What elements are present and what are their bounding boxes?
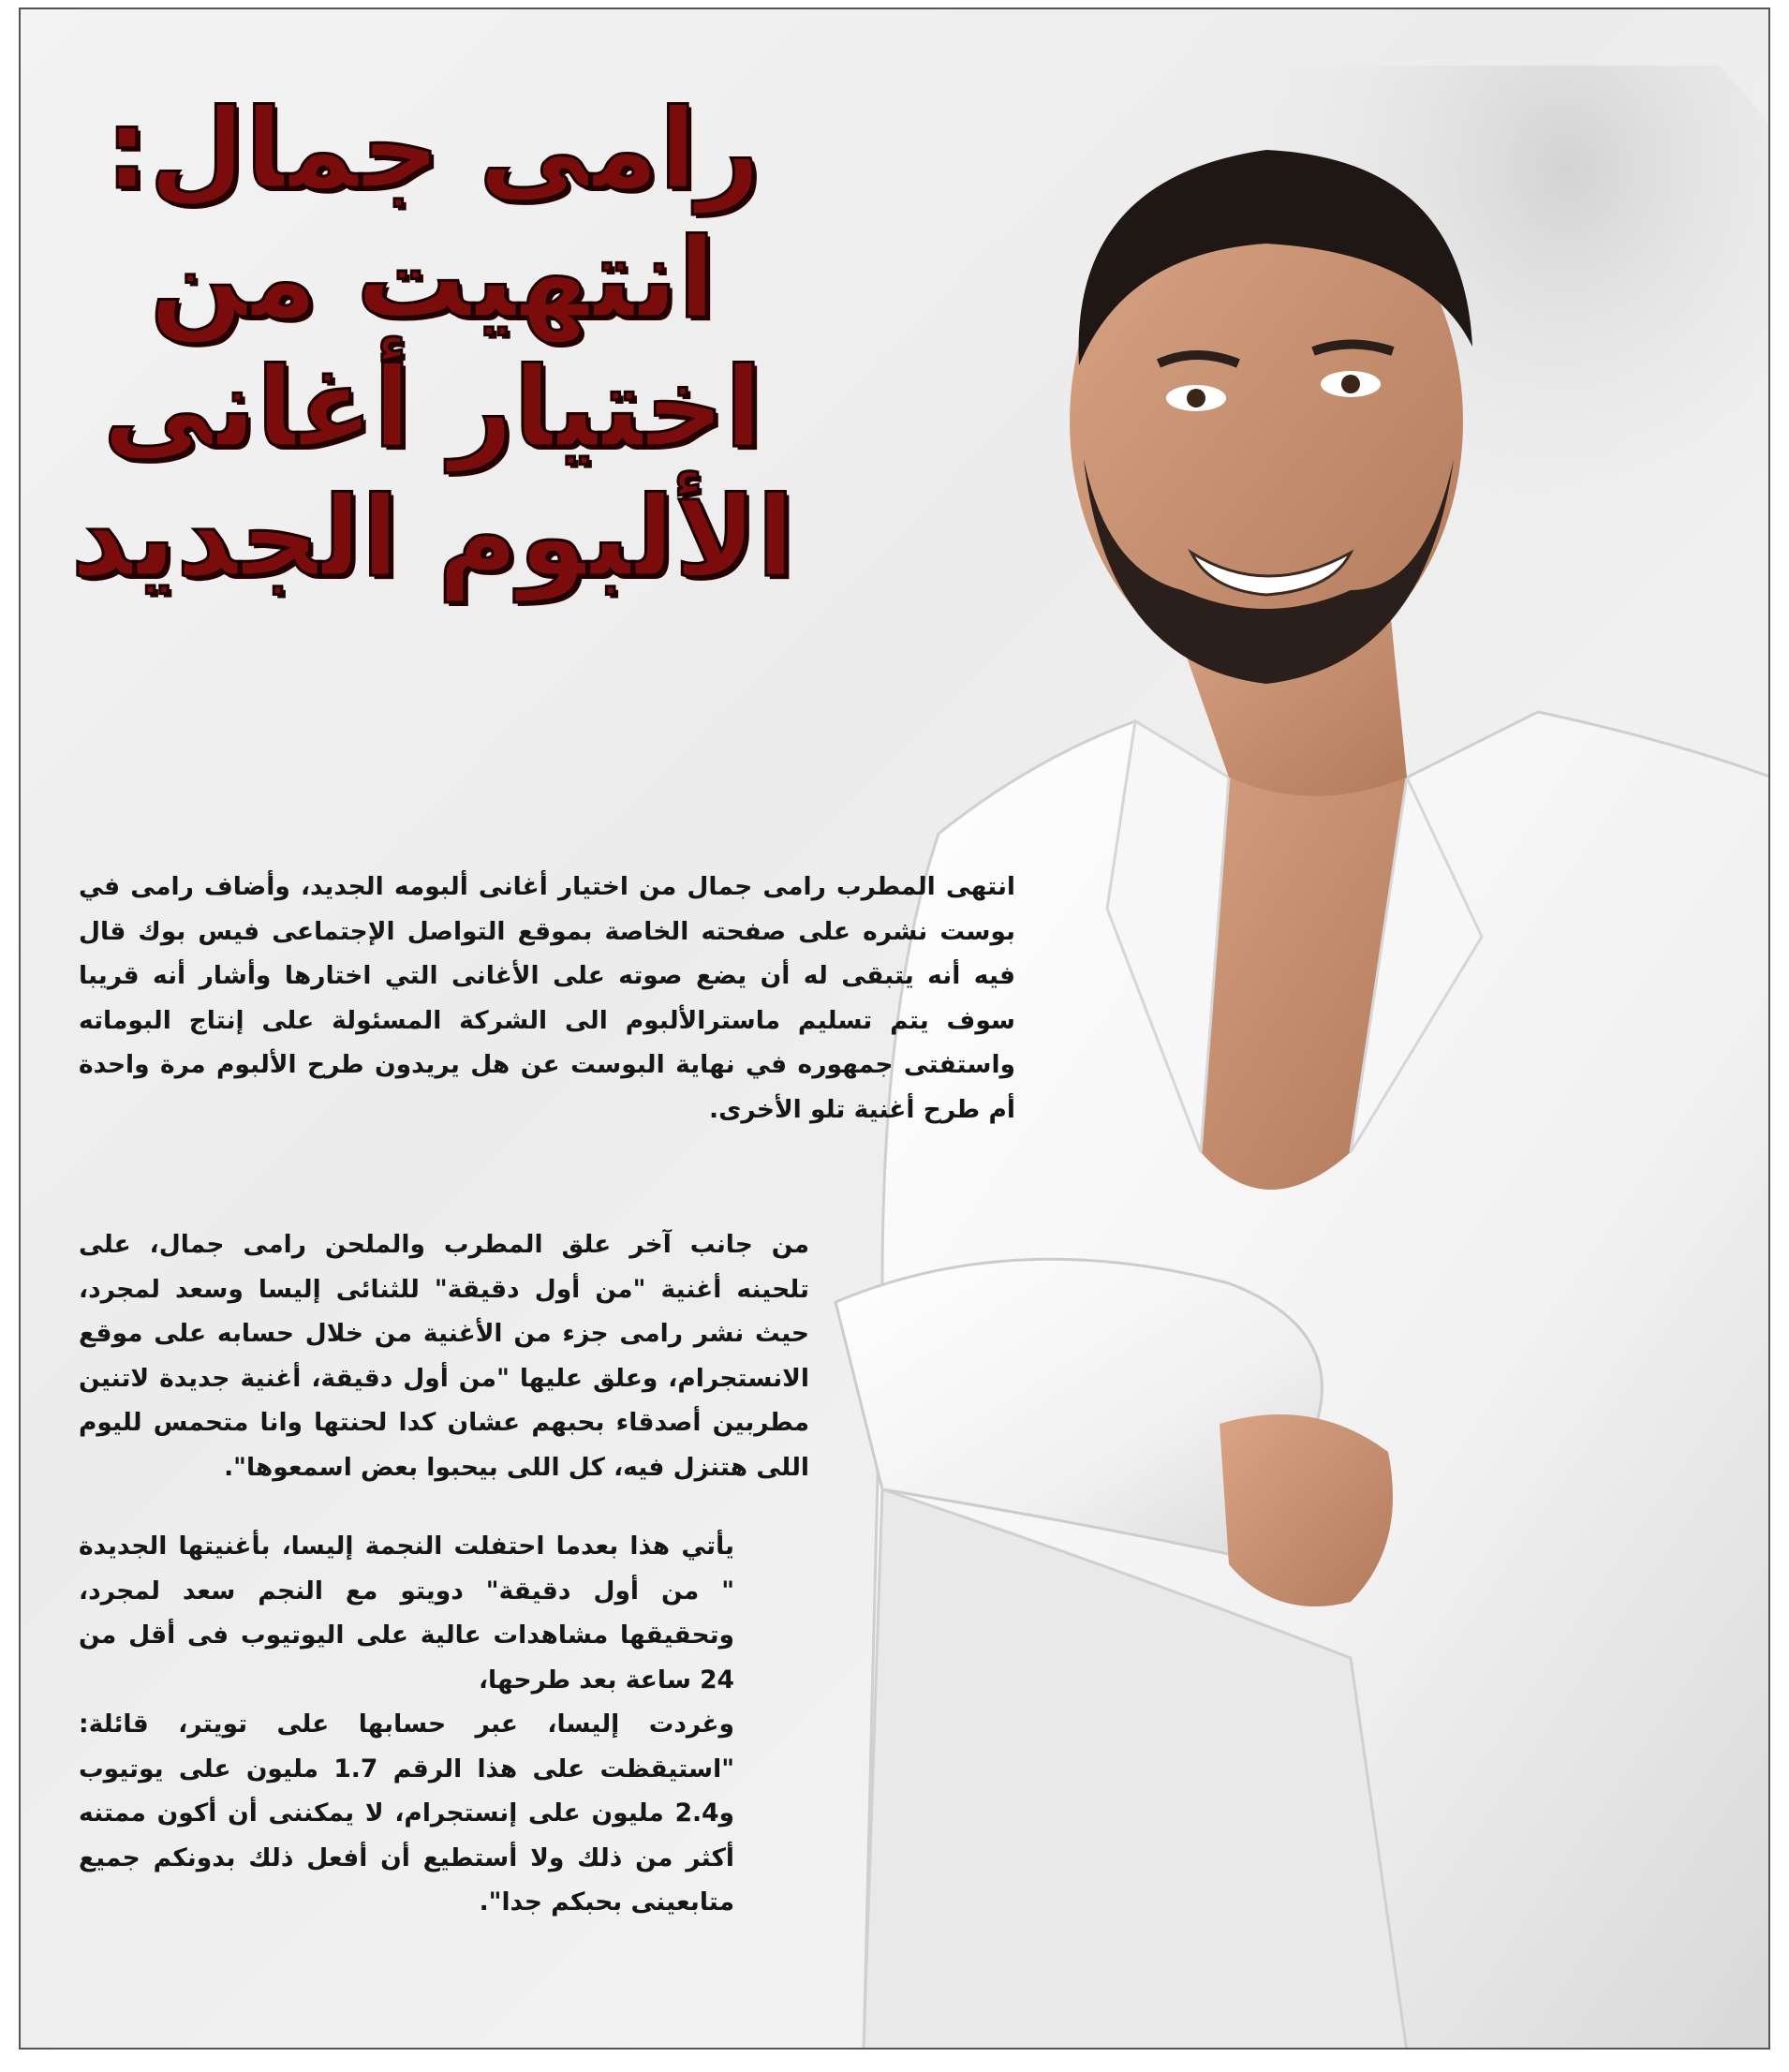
article-paragraph: وغردت إليسا، عبر حسابها على تويتر، قائلة: "استيقظت على هذا الرقم 1.7 مليون على يوتيوب و2.4 مليون على إنستجرام، لا يمكننى أن أكون ممتنه أكثر من ذلك ولا أستطيع أن أفعل ذلك بدونكم جميع متابعينى بحبكم جدا". [79,1709,735,1917]
article-paragraph: انتهى المطرب رامى جمال من اختيار أغانى ألبومه الجديد، وأضاف رامى في بوست نشره على صفحته الخاصة بموقع التواصل الإجتماعى فيس بوك قال فيه أنه يتبقى له أن يضع صوته على الأغانى التي اختارها وأشار أنه قريبا سوف يتم تسليم ماسترالألبوم الى الشركة المسئولة على إنتاج البوماته واستفتى جمهوره في نهاية البوست عن هل يريدون طرح الألبوم مرة واحدة أم طرح أغنية تلو الأخرى. [79,872,1015,1124]
headline-line: اختيار أغانى [102,343,763,472]
headline-line: انتهيت من [149,214,717,343]
article-body-part-1 [79,865,1015,1132]
article-body-part-2 [79,1222,809,1489]
article-paragraph: من جانب آخر علق المطرب والملحن رامى جمال، على تلحينه أغنية "من أول دقيقة" للثنائى إليسا وسعد لمجرد، حيث نشر رامى جزء من الأغنية من خلال حسابه على موقع الانستجرام، وعلق عليها "من أول دقيقة، أغنية جديدة لاتنين مطربين أصدقاء بحبهم عشان كدا لحنتها وانا متحمس لليوم اللى هتنزل فيه، كل اللى بيحبوا بعض اسمعوها". [79,1230,809,1482]
headline-line: رامى جمال: [105,84,761,214]
article-body-part-3 [79,1524,734,1925]
headline-line: الألبوم الجديد [70,472,795,601]
article-headline [58,84,807,601]
article-paragraph: يأتي هذا بعدما احتفلت النجمة إليسا، بأغنيتها الجديدة " من أول دقيقة" دويتو مع النجم سعد لمجرد، وتحقيقها مشاهدات عالية على اليوتيوب فى أقل من 24 ساعة بعد طرحها، [79,1532,734,1695]
article-frame [19,7,1770,2050]
